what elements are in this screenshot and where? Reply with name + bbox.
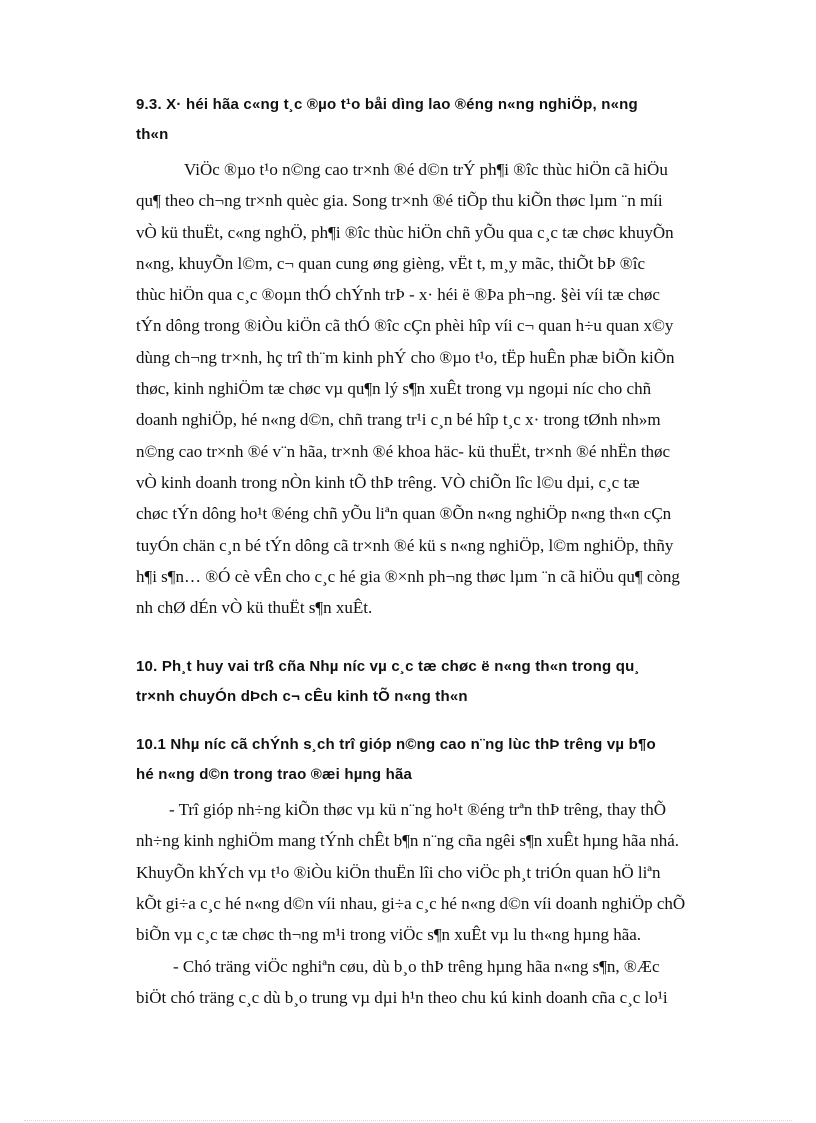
paragraph-line: doanh nghiÖp, hé n«ng d©n, chñ trang tr¹i c¸n bé hîp t¸c x· trong tØnh nh»m [136,410,661,430]
section-10-heading [136,652,760,712]
paragraph-line: biÕn vµ c¸c tæ chøc th¬ng m¹i trong viÖc s¶n xuÊt vµ lu th«ng hµng hãa. [136,925,642,945]
section-9-3-heading [136,90,760,150]
section-10-1-paragraph-2 [136,951,760,1014]
paragraph-line: h¶i s¶n… ®Ó cè vÊn cho c¸c hé gia ®×nh ph¬ng thøc lµm ¨n cã hiÖu qu¶ còng [136,566,680,586]
paragraph-line: ViÖc ®µo t¹o n©ng cao tr×nh ®é d©n trÝ ph¶i ®îc thùc hiÖn cã hiÖu [184,160,668,179]
section-10-1-paragraph-1 [136,794,760,950]
paragraph-line: vÒ kinh doanh trong nÒn kinh tÕ thÞ trêng. VÒ chiÕn lîc l©u dµi, c¸c tæ [136,472,640,492]
heading-line: hé n«ng d©n trong trao ®æi hµng hãa [136,766,413,783]
paragraph-line: biÖt chó träng c¸c dù b¸o trung vµ dµi h¹n theo chu kú kinh doanh cña c¸c lo¹i [136,988,668,1008]
paragraph-line: n©ng cao tr×nh ®é v¨n hãa, tr×nh ®é khoa häc- kü thuËt, tr×nh ®é nhËn thøc [136,441,671,461]
paragraph-line: nh chØ dÉn vÒ kü thuËt s¶n xuÊt. [136,598,373,618]
paragraph-line: dùng ch¬ng tr×nh, hç trî th¨m kinh phÝ cho ®µo t¹o, tËp huÊn phæ biÕn kiÕn [136,347,675,367]
section-10-1-heading [136,730,760,790]
heading-line: 10.1 Nhµ níc cã chÝnh s¸ch trî gióp n©ng cao n¨ng lùc thÞ trêng vµ b¶o [136,736,656,753]
paragraph-line: chøc tÝn dông ho¹t ®éng chñ yÕu liªn quan ®Õn n«ng nghiÖp n«ng th«n cÇn [136,504,672,524]
heading-line: 9.3. X· héi hãa c«ng t¸c ®µo t¹o båi dìng lao ®éng n«ng nghiÖp, n«ng [136,96,638,113]
paragraph-line: thùc hiÖn qua c¸c ®oµn thÓ chÝnh trÞ - x· héi ë ®Þa ph¬ng. §èi víi tæ chøc [136,285,660,305]
heading-line: tr×nh chuyÓn dÞch c¬ cÊu kinh tÕ n«ng th«n [136,688,468,705]
paragraph-line: nh÷ng kinh nghiÖm mang tÝnh chÊt b¶n n¨ng cña ngêi s¶n xuÊt hµng hãa nhá. [136,831,680,851]
page-divider [24,1120,792,1121]
paragraph-line: tuyÓn chän c¸n bé tÝn dông cã tr×nh ®é kü s n«ng nghiÖp, l©m nghiÖp, thñy [136,535,674,555]
paragraph-line: KhuyÕn khÝch vµ t¹o ®iÒu kiÖn thuËn lîi cho viÖc ph¸t triÓn quan hÖ liªn [136,862,661,882]
heading-line: 10. Ph¸t huy vai trß cña Nhµ níc vµ c¸c tæ chøc ë n«ng th«n trong qu¸ [136,658,640,675]
paragraph-line: tÝn dông trong ®iÒu kiÖn cã thÓ ®îc cÇn phèi hîp víi c¬ quan h÷u quan x©y [136,316,674,336]
paragraph-line: - Trî gióp nh÷ng kiÕn thøc vµ kü n¨ng ho¹t ®éng trªn thÞ trêng, thay thÕ [169,800,667,819]
paragraph-line: kÕt gi÷a c¸c hé n«ng d©n víi nhau, gi÷a c¸c hé n«ng d©n víi doanh nghiÖp chÕ [136,893,686,913]
paragraph-line: n«ng, khuyÕn l©m, c¬ quan cung øng gièng, vËt t, m¸y mãc, thiÕt bÞ ®îc [136,253,645,273]
paragraph-line: qu¶ theo ch¬ng tr×nh quèc gia. Song tr×nh ®é tiÕp thu kiÕn thøc lµm ¨n míi [136,191,663,211]
section-9-3-paragraph [136,154,760,623]
heading-line: th«n [136,126,169,143]
paragraph-line: - Chó träng viÖc nghiªn cøu, dù b¸o thÞ trêng hµng hãa n«ng s¶n, ®Æc [173,957,660,976]
paragraph-line: thøc, kinh nghiÖm tæ chøc vµ qu¶n lý s¶n xuÊt trong vµ ngoµi níc cho chñ [136,379,652,399]
paragraph-line: vÒ kü thuËt, c«ng nghÖ, ph¶i ®îc thùc hiÖn chñ yÕu qua c¸c tæ chøc khuyÕn [136,222,674,242]
